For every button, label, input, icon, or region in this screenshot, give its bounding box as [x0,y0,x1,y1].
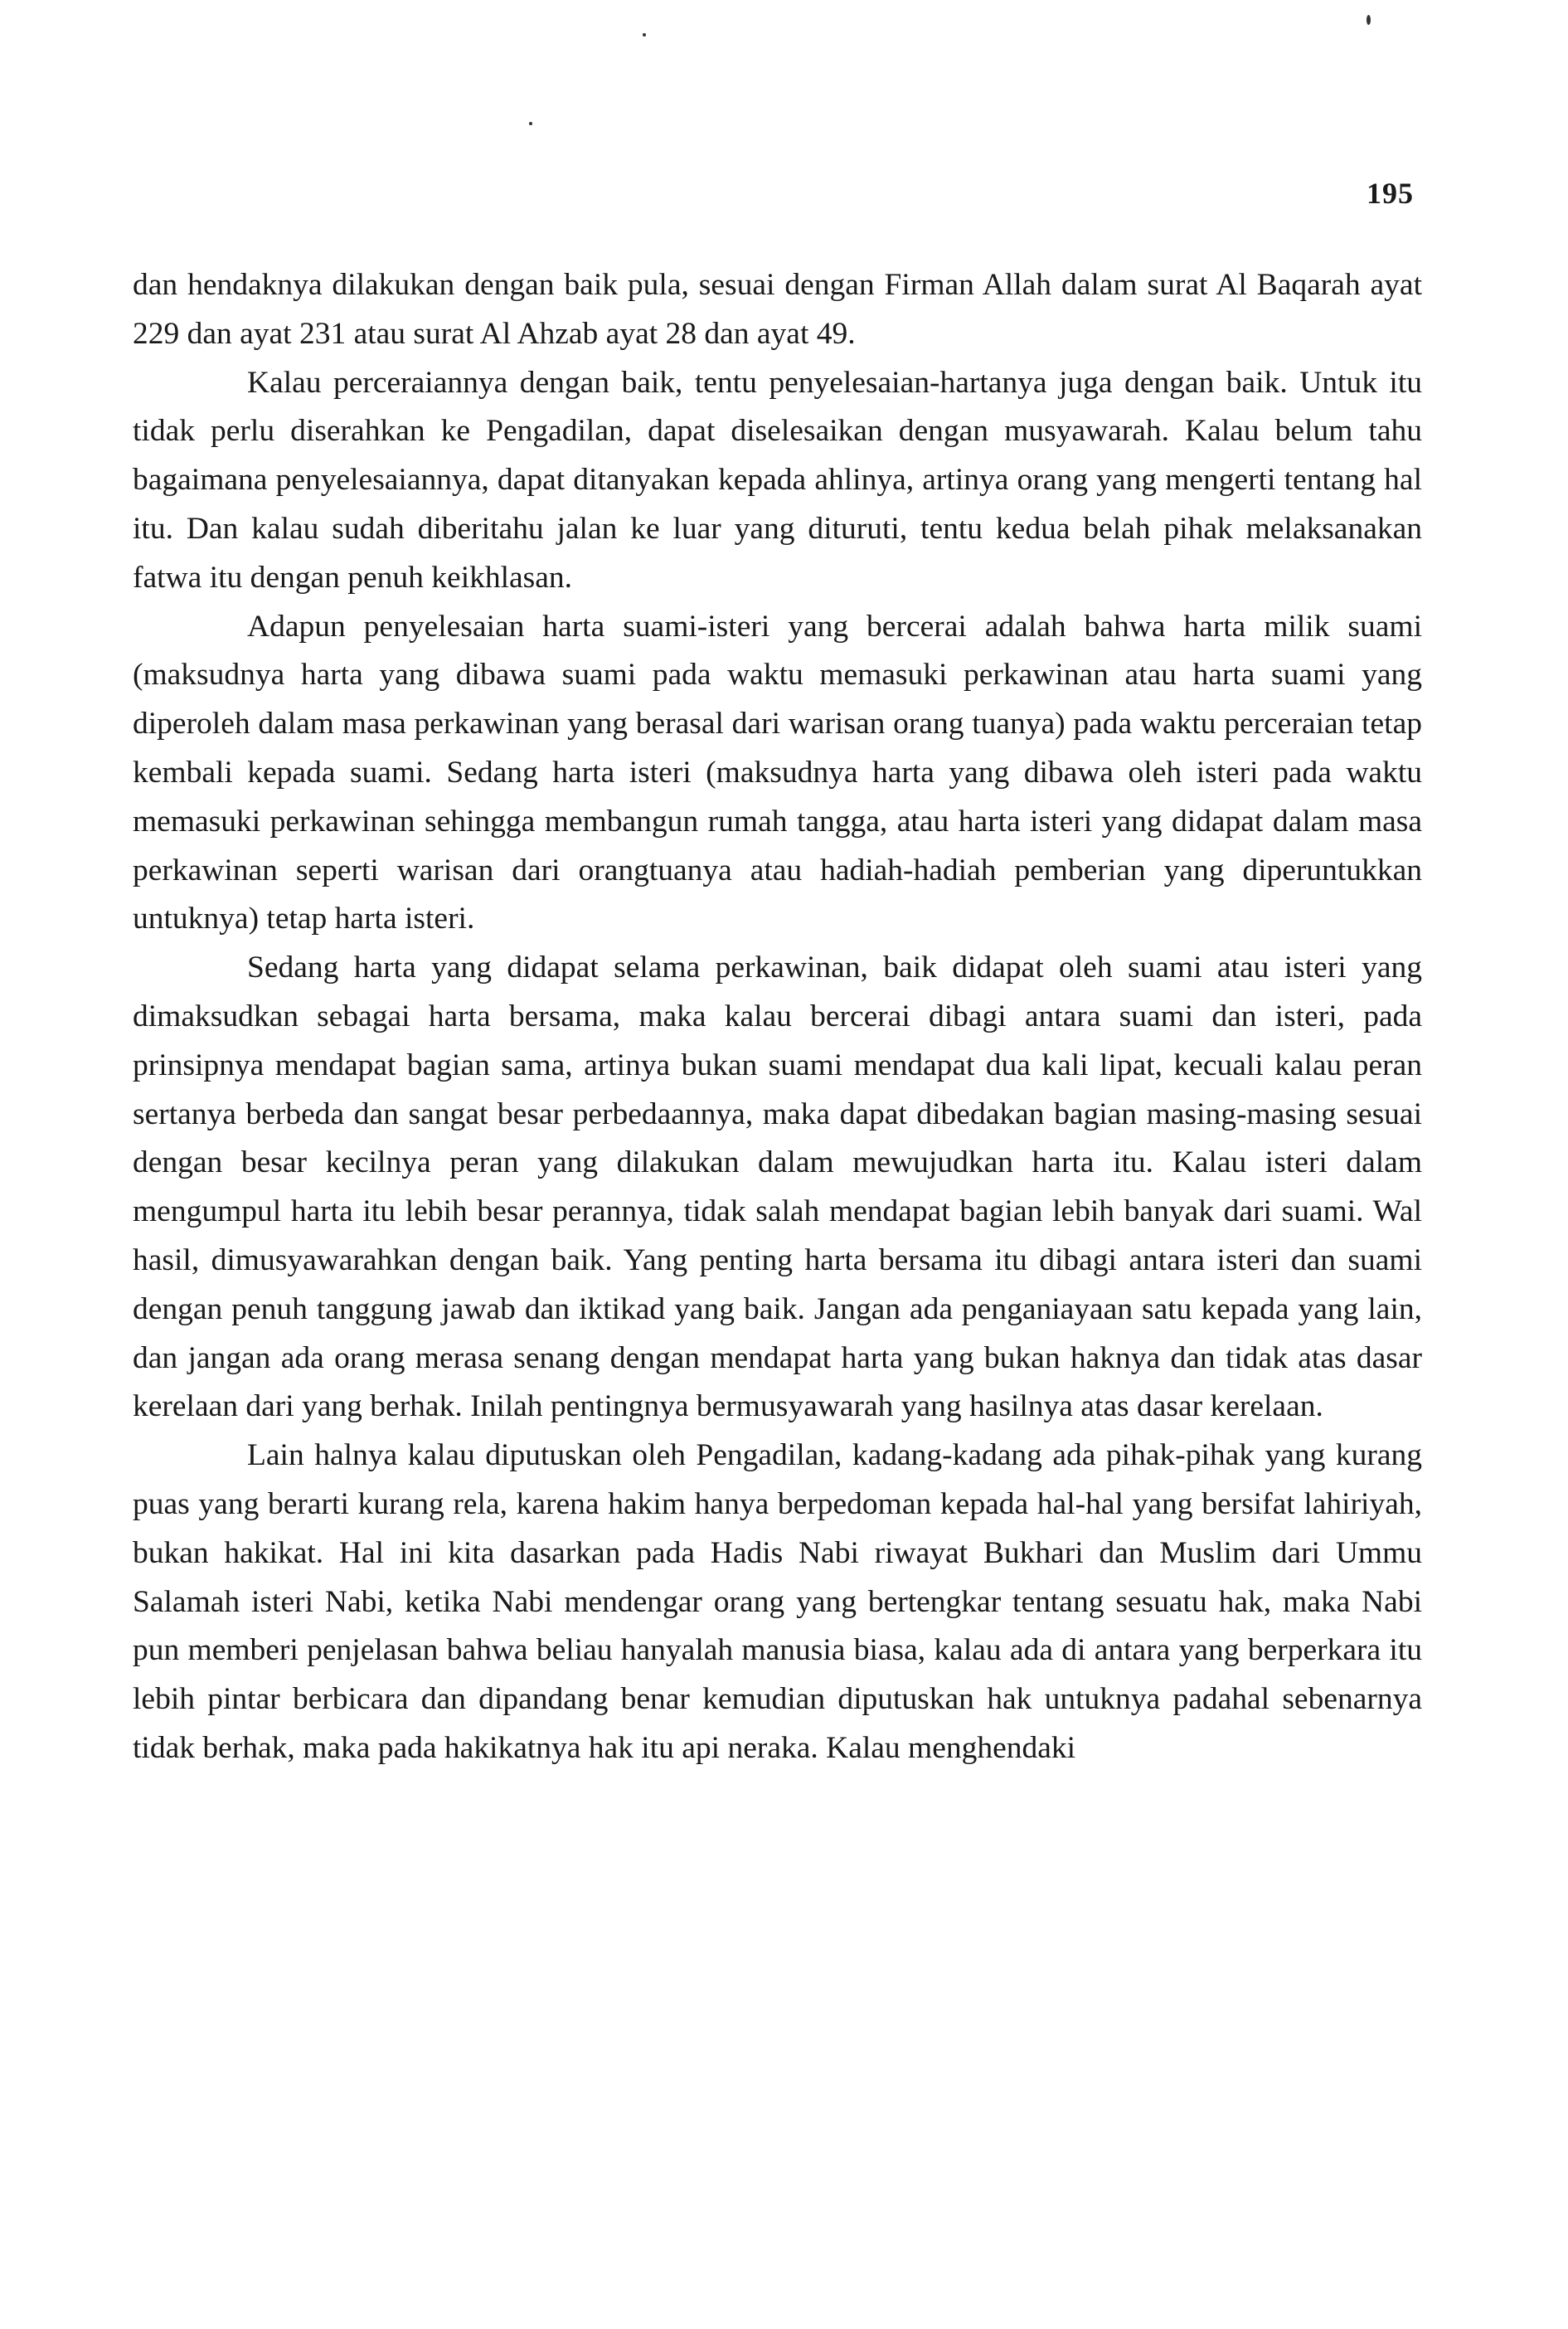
paragraph: Adapun penyelesaian harta suami-isteri yang bercerai adalah bahwa harta milik suami (maksudnya harta yang dibawa suami pada waktu memasuki perkawinan atau harta suami yang diperoleh dalam masa perkawinan yang berasal dari warisan orang tuanya) pada waktu perceraian tetap kembali kepada suami. Sedang harta isteri (maksudnya harta yang dibawa oleh isteri pada waktu memasuki perkawinan sehingga membangun rumah tangga, atau harta isteri yang didapat dalam masa perkawinan seperti warisan dari orangtuanya atau hadiah-hadiah pemberian yang diperuntukkan untuknya) tetap harta isteri. [133,609,1422,936]
paragraph: Lain halnya kalau diputuskan oleh Pengadilan, kadang-kadang ada pihak-pihak yang kurang puas yang berarti kurang rela, karena hakim hanya berpedoman kepada hal-hal yang bersifat lahiriyah, bukan hakikat. Hal ini kita dasarkan pada Hadis Nabi riwayat Bukhari dan Muslim dari Ummu Salamah isteri Nabi, ketika Nabi mendengar orang yang bertengkar tentang sesuatu hak, maka Nabi pun memberi penjelasan bahwa beliau hanyalah manusia biasa, kalau ada di antara yang berperkara itu lebih pintar berbicara dan dipandang benar kemudian diputuskan hak untuknya padahal sebenarnya tidak berhak, maka pada hakikatnya hak itu api neraka. Kalau menghendaki [133,1438,1422,1765]
body-text [133,261,1422,1773]
paragraph: Sedang harta yang didapat selama perkawinan, baik didapat oleh suami atau isteri yang dimaksudkan sebagai harta bersama, maka kalau bercerai dibagi antara suami dan isteri, pada prinsipnya mendapat bagian sama, artinya bukan suami mendapat dua kali lipat, kecuali kalau peran sertanya berbeda dan sangat besar perbedaannya, maka dapat dibedakan bagian masing-masing sesuai dengan besar kecilnya peran yang dilakukan dalam mewujudkan harta itu. Kalau isteri dalam mengumpul harta itu lebih besar perannya, tidak salah mendapat bagian lebih banyak dari suami. Wal hasil, dimusyawarahkan dengan baik. Yang penting harta bersama itu dibagi antara isteri dan suami dengan penuh tanggung jawab dan iktikad yang baik. Jangan ada penganiayaan satu kepada yang lain, dan jangan ada orang merasa senang dengan mendapat harta yang bukan haknya dan tidak atas dasar kerelaan dari yang berhak. Inilah pentingnya bermusyawarah yang hasilnya atas dasar kerelaan. [133,951,1422,1424]
paragraph: dan hendaknya dilakukan dengan baik pula, sesuai dengan Firman Allah dalam surat Al Baqarah ayat 229 dan ayat 231 atau surat Al Ahzab ayat 28 dan ayat 49. [133,268,1422,351]
scan-speck [529,122,532,125]
scan-speck [643,33,646,36]
page-number: 195 [1367,177,1414,210]
paragraph: Kalau perceraiannya dengan baik, tentu penyelesaian-hartanya juga dengan baik. Untuk itu tidak perlu diserahkan ke Pengadilan, dapat diselesaikan dengan musyawarah. Kalau belum tahu bagaimana penyelesaiannya, dapat ditanyakan kepada ahlinya, artinya orang yang mengerti tentang hal itu. Dan kalau sudah diberitahu jalan ke luar yang dituruti, tentu kedua belah pihak melaksanakan fatwa itu dengan penuh keikhlasan. [133,365,1422,595]
scan-speck [1367,15,1371,25]
